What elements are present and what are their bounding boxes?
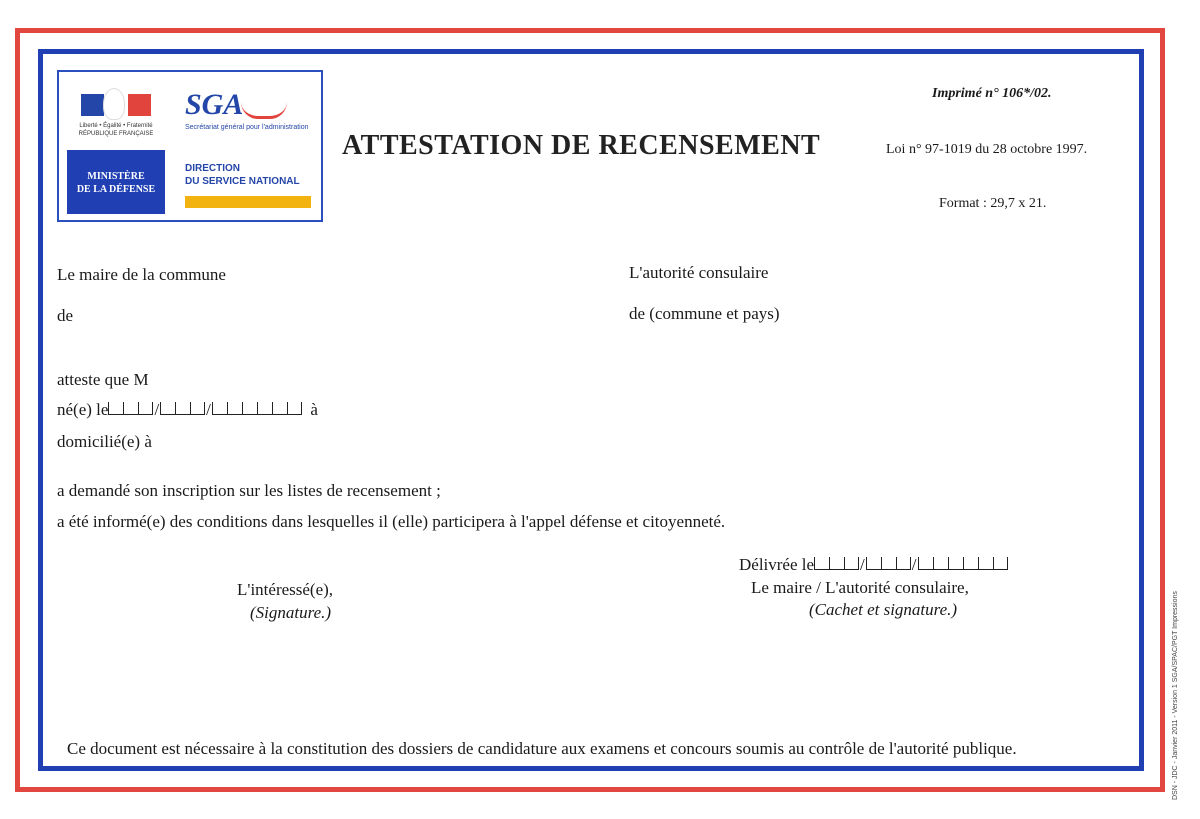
demande-line: a demandé son inscription sur les listes de recensement ; [57, 481, 441, 500]
rf-name: RÉPUBLIQUE FRANÇAISE [78, 131, 154, 137]
ministere-line1: MINISTÈRE [87, 171, 145, 182]
footer-notice: Ce document est nécessaire à la constitution des dossiers de candidature aux examens et concours soumis au contrôle de l'autorité publique. [67, 739, 1017, 758]
imprime-number: Imprimé n° 106*/02. [932, 86, 1052, 101]
ministere-line2: DE LA DÉFENSE [76, 184, 156, 195]
direction-label [185, 162, 300, 188]
birth-day-field[interactable] [108, 400, 153, 420]
a-label: à [310, 400, 318, 419]
maire-autorite-label: Le maire / L'autorité consulaire, [751, 578, 969, 597]
ministere-box [67, 150, 165, 214]
birth-month-field[interactable] [160, 400, 205, 420]
informe-line: a été informé(e) des conditions dans lesquelles il (elle) participera à l'appel défense et citoyenneté. [57, 512, 726, 531]
yellow-bar [185, 196, 311, 208]
atteste-line: atteste que M [57, 370, 149, 389]
ministry-emblem [67, 78, 165, 214]
birthdate-line: né(e) le / / à [57, 400, 318, 419]
birth-year-field[interactable] [212, 400, 302, 420]
interesse-label: L'intéressé(e), [237, 580, 334, 599]
delivree-line: Délivrée le / / [739, 555, 1008, 575]
delivery-month-field[interactable] [866, 555, 911, 575]
sga-swoosh-icon [241, 102, 287, 119]
delivree-label: Délivrée le [739, 555, 815, 574]
cachet-label: (Cachet et signature.) [809, 600, 958, 619]
autorite-line: L'autorité consulaire [629, 263, 769, 282]
sga-logo: SGA [185, 88, 244, 121]
de-line: de [57, 306, 74, 325]
commune-pays-line: de (commune et pays) [629, 304, 780, 323]
direction-line2: DU SERVICE NATIONAL [185, 176, 300, 187]
delivery-year-field[interactable] [918, 555, 1008, 575]
loi-reference: Loi n° 97-1019 du 28 octobre 1997. [886, 142, 1088, 157]
maire-line: Le maire de la commune [57, 265, 226, 284]
ne-le-label: né(e) le [57, 400, 109, 419]
delivery-day-field[interactable] [814, 555, 859, 575]
sga-subtitle: Secrétariat général pour l'administration [185, 124, 309, 131]
marianne-icon [103, 88, 125, 120]
rf-motto: Liberté • Égalité • Fraternité [79, 123, 153, 129]
direction-line1: DIRECTION [185, 163, 240, 174]
format-info: Format : 29,7 x 21. [939, 196, 1047, 211]
side-print-reference: DSN - JDC - Janvier 2011 - Version 1 SGA/SPAC/PGT Impressions [1172, 591, 1179, 800]
domicile-line: domicilié(e) à [57, 432, 152, 451]
signature-label: (Signature.) [250, 603, 332, 622]
document-title: ATTESTATION DE RECENSEMENT [342, 130, 821, 161]
ministry-logo-block [57, 70, 323, 222]
